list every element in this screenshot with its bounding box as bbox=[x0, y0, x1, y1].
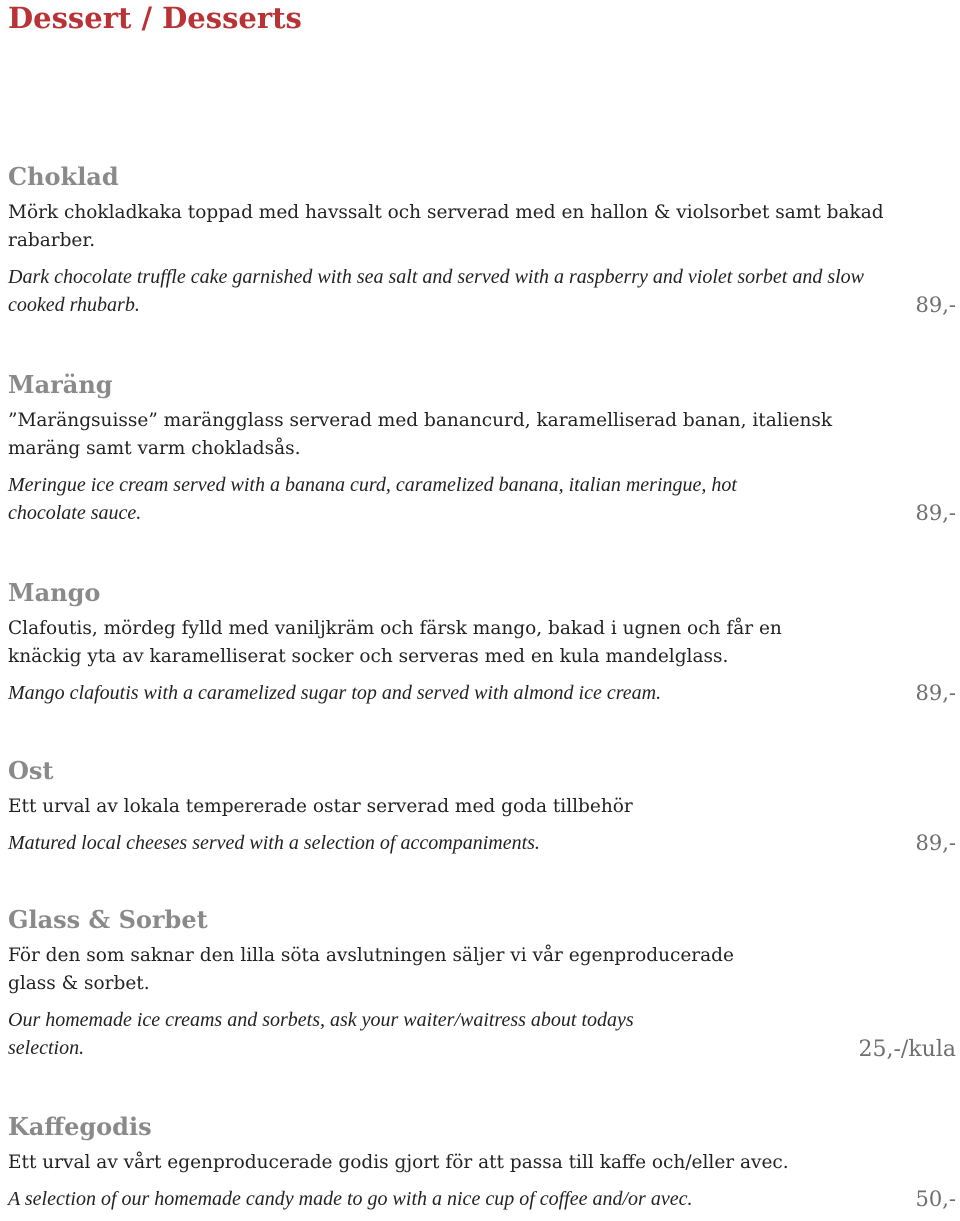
english-row bbox=[8, 263, 956, 319]
item-price: 25,-/kula bbox=[858, 1037, 956, 1062]
menu-item-mango bbox=[8, 578, 956, 707]
item-name: Kaffegodis bbox=[8, 1112, 152, 1141]
item-price: 89,- bbox=[915, 501, 956, 525]
menu-item-marang bbox=[8, 370, 956, 527]
item-description-english: Meringue ice cream served with a banana curd, caramelized banana, italian meringue, hot chocolate sauce. bbox=[8, 474, 737, 524]
item-name: Choklad bbox=[8, 162, 119, 191]
item-description-english: A selection of our homemade candy made to go with a nice cup of coffee and/or avec. bbox=[8, 1188, 693, 1210]
menu-item-choklad bbox=[8, 162, 956, 319]
menu-item-glass-sorbet bbox=[8, 905, 956, 1062]
item-description-swedish: Ett urval av vårt egenproducerade godis gjort för att passa till kaffe och/eller avec. bbox=[8, 1152, 789, 1173]
english-row bbox=[8, 471, 956, 527]
item-description-swedish: Clafoutis, mördeg fylld med vaniljkräm och färsk mango, bakad i ugnen och får en knäckig yta av karamelliserat socker och serveras med en kula mandelglass. bbox=[8, 618, 782, 667]
english-row bbox=[8, 829, 956, 857]
menu-item-kaffegodis bbox=[8, 1112, 956, 1213]
page-title: Dessert / Desserts bbox=[8, 1, 302, 35]
item-description-swedish: Ett urval av lokala tempererade ostar serverad med goda tillbehör bbox=[8, 796, 633, 817]
item-description-swedish: För den som saknar den lilla söta avslutningen säljer vi vår egenproducerade glass & sorbet. bbox=[8, 945, 734, 994]
item-description-english: Matured local cheeses served with a selection of accompaniments. bbox=[8, 832, 540, 854]
item-name: Maräng bbox=[8, 370, 113, 399]
item-price: 89,- bbox=[915, 293, 956, 317]
item-description-english: Our homemade ice creams and sorbets, ask your waiter/waitress about todays selection. bbox=[8, 1009, 634, 1059]
item-name: Glass & Sorbet bbox=[8, 905, 208, 934]
item-price: 89,- bbox=[915, 681, 956, 705]
item-price: 50,- bbox=[915, 1187, 956, 1211]
item-description-swedish: ”Marängsuisse” marängglass serverad med banancurd, karamelliserad banan, italiensk maräng samt varm chokladsås. bbox=[8, 410, 833, 459]
item-description-english: Mango clafoutis with a caramelized sugar top and served with almond ice cream. bbox=[8, 682, 662, 704]
item-name: Mango bbox=[8, 578, 101, 607]
english-row bbox=[8, 679, 956, 707]
english-row bbox=[8, 1006, 956, 1062]
item-description-swedish: Mörk chokladkaka toppad med havssalt och serverad med en hallon & violsorbet samt bakad rabarber. bbox=[8, 202, 884, 251]
item-price: 89,- bbox=[915, 831, 956, 855]
english-row bbox=[8, 1185, 956, 1213]
item-description-english: Dark chocolate truffle cake garnished with sea salt and served with a raspberry and violet sorbet and slow cooked rhubarb. bbox=[8, 266, 865, 316]
item-name: Ost bbox=[8, 756, 54, 785]
menu-item-ost bbox=[8, 756, 956, 857]
